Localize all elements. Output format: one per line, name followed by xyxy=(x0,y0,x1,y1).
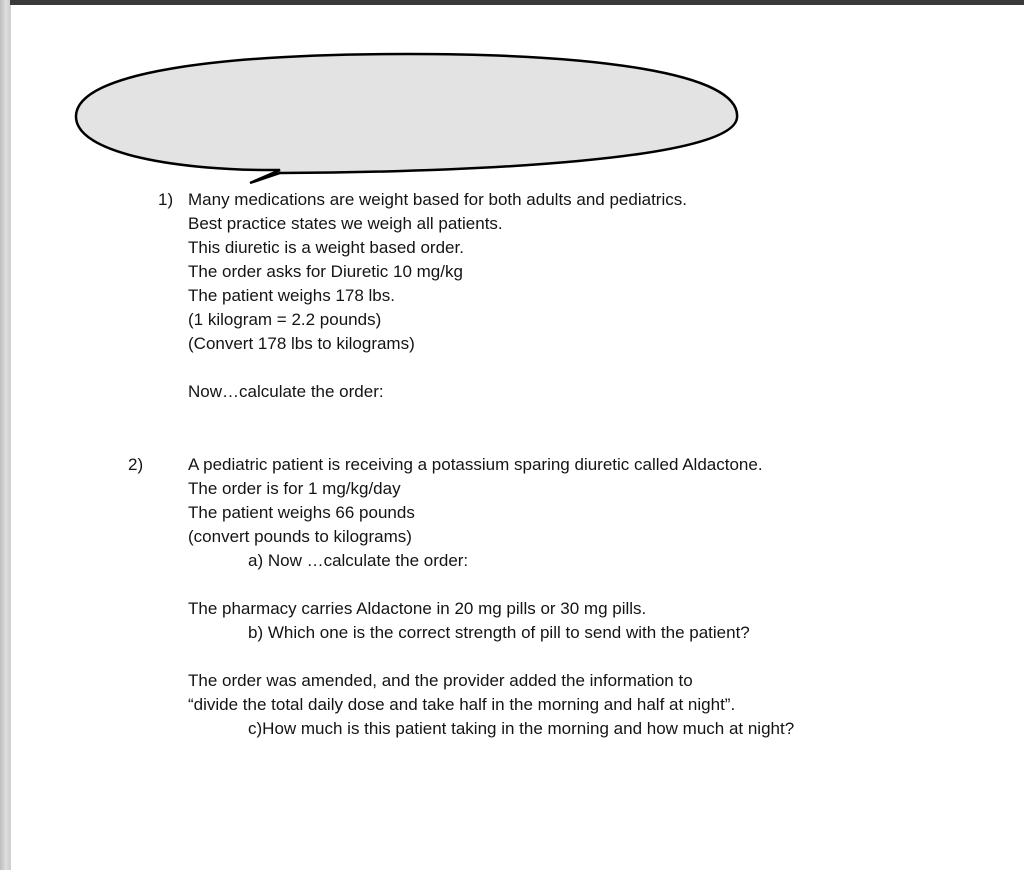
question-2-line-4: (convert pounds to kilograms) xyxy=(188,527,412,546)
question-1-line-2: Best practice states we weigh all patients. xyxy=(188,214,503,233)
question-2-part-a: a) Now …calculate the order: xyxy=(248,551,469,570)
question-1-line-6: (1 kilogram = 2.2 pounds) xyxy=(188,310,382,329)
question-2-number: 2) xyxy=(128,455,144,474)
question-1-prompt: Now…calculate the order: xyxy=(188,382,384,401)
question-2-line-3: The patient weighs 66 pounds xyxy=(188,503,415,522)
question-2-line-2: The order is for 1 mg/kg/day xyxy=(188,479,401,498)
question-2-pharmacy-line: The pharmacy carries Aldactone in 20 mg pills or 30 mg pills. xyxy=(188,599,647,618)
question-2-amended-line-1: The order was amended, and the provider added the information to xyxy=(188,671,693,690)
question-1-number: 1) xyxy=(158,190,174,209)
question-1-line-7: (Convert 178 lbs to kilograms) xyxy=(188,334,415,353)
viewer-left-gutter xyxy=(0,0,10,870)
question-1-line-4: The order asks for Diuretic 10 mg/kg xyxy=(188,262,463,281)
question-1-line-1: Many medications are weight based for both adults and pediatrics. xyxy=(188,190,687,209)
question-2-part-b: b) Which one is the correct strength of pill to send with the patient? xyxy=(248,623,750,642)
question-2-line-1: A pediatric patient is receiving a potassium sparing diuretic called Aldactone. xyxy=(188,455,763,474)
question-2-amended-line-2: “divide the total daily dose and take half in the morning and half at night”. xyxy=(188,695,736,714)
question-1-line-3: This diuretic is a weight based order. xyxy=(188,238,464,257)
speech-bubble-shape xyxy=(76,54,737,183)
speech-bubble xyxy=(70,50,746,190)
question-2-part-c: c)How much is this patient taking in the morning and how much at night? xyxy=(248,719,795,738)
question-1-line-5: The patient weighs 178 lbs. xyxy=(188,286,395,305)
